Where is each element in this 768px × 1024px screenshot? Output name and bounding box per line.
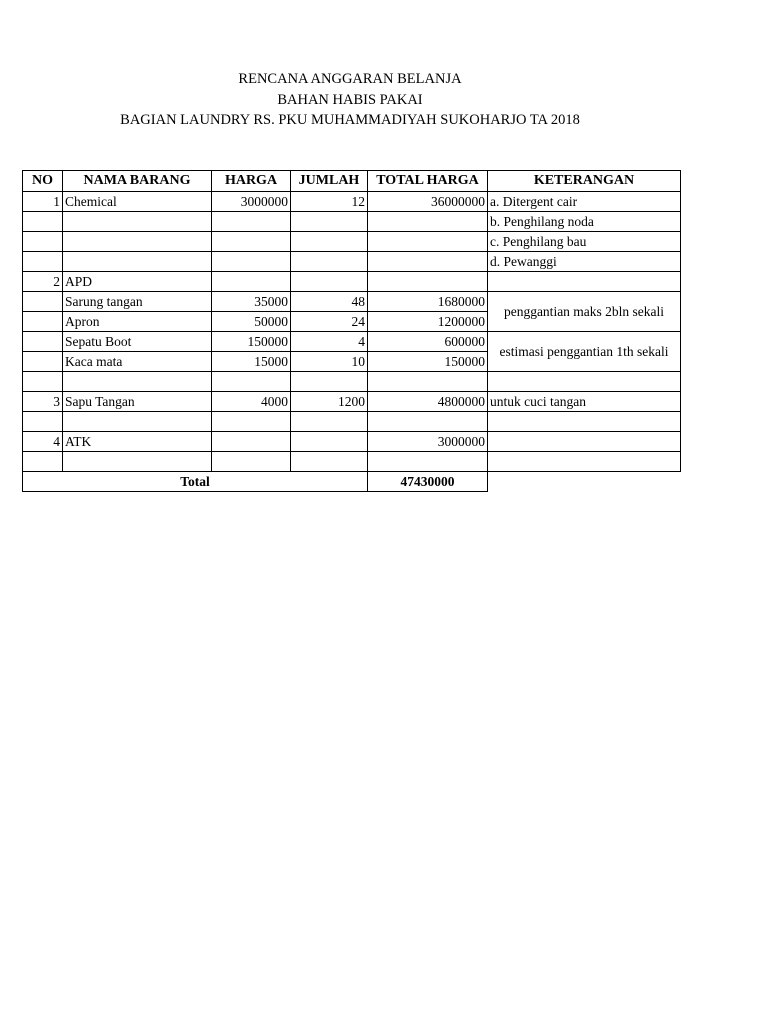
- header-jumlah: JUMLAH: [291, 171, 368, 192]
- cell-harga: 150000: [212, 332, 291, 352]
- cell-keterangan: [488, 472, 681, 492]
- cell-total: 36000000: [368, 192, 488, 212]
- header-keterangan: KETERANGAN: [488, 171, 681, 192]
- table-row: [23, 192, 681, 212]
- document-title: [0, 69, 700, 131]
- cell-keterangan: b. Penghilang noda: [488, 212, 681, 232]
- cell-jumlah: [291, 412, 368, 432]
- cell-keterangan: [488, 372, 681, 392]
- cell-no: [23, 412, 63, 432]
- cell-no: [23, 372, 63, 392]
- table-row: [23, 432, 681, 452]
- cell-total: 150000: [368, 352, 488, 372]
- cell-no: [23, 232, 63, 252]
- title-line-1: RENCANA ANGGARAN BELANJA: [238, 71, 462, 87]
- cell-jumlah: 48: [291, 292, 368, 312]
- cell-keterangan: [488, 272, 681, 292]
- cell-no: 1: [23, 192, 63, 212]
- cell-keterangan-merged: penggantian maks 2bln sekali: [488, 292, 681, 332]
- table-row: [23, 252, 681, 272]
- cell-keterangan: [488, 412, 681, 432]
- cell-total: [368, 252, 488, 272]
- cell-nama: Kaca mata: [63, 352, 212, 372]
- header-total-harga: TOTAL HARGA: [368, 171, 488, 192]
- cell-keterangan: d. Pewanggi: [488, 252, 681, 272]
- cell-jumlah: 12: [291, 192, 368, 212]
- cell-jumlah: [291, 272, 368, 292]
- cell-nama: [63, 212, 212, 232]
- total-row: [23, 472, 681, 492]
- cell-keterangan: c. Penghilang bau: [488, 232, 681, 252]
- cell-nama: ATK: [63, 432, 212, 452]
- cell-total: [368, 232, 488, 252]
- cell-harga: 4000: [212, 392, 291, 412]
- cell-jumlah: [291, 372, 368, 392]
- cell-jumlah: [291, 452, 368, 472]
- cell-harga: [212, 432, 291, 452]
- cell-no: [23, 312, 63, 332]
- cell-harga: [212, 252, 291, 272]
- cell-harga: [212, 212, 291, 232]
- cell-total: 600000: [368, 332, 488, 352]
- budget-table: [22, 170, 681, 492]
- cell-nama: APD: [63, 272, 212, 292]
- cell-nama: [63, 452, 212, 472]
- header-harga: HARGA: [212, 171, 291, 192]
- cell-jumlah: 24: [291, 312, 368, 332]
- cell-no: 4: [23, 432, 63, 452]
- header-row: [23, 171, 681, 192]
- cell-total: [368, 272, 488, 292]
- total-label: Total: [23, 472, 368, 492]
- table-row: [23, 292, 681, 312]
- cell-jumlah: 10: [291, 352, 368, 372]
- cell-total: [368, 212, 488, 232]
- cell-keterangan: [488, 452, 681, 472]
- cell-harga: [212, 272, 291, 292]
- cell-nama: Sarung tangan: [63, 292, 212, 312]
- cell-harga: 3000000: [212, 192, 291, 212]
- table-row: [23, 232, 681, 252]
- cell-nama: Apron: [63, 312, 212, 332]
- title-line-2: BAHAN HABIS PAKAI: [277, 91, 423, 108]
- cell-harga: [212, 372, 291, 392]
- cell-harga: [212, 232, 291, 252]
- cell-nama: Chemical: [63, 192, 212, 212]
- cell-nama: [63, 412, 212, 432]
- cell-total: 1680000: [368, 292, 488, 312]
- cell-no: 3: [23, 392, 63, 412]
- cell-nama: Sapu Tangan: [63, 392, 212, 412]
- cell-no: [23, 252, 63, 272]
- cell-total: [368, 452, 488, 472]
- cell-jumlah: 4: [291, 332, 368, 352]
- cell-no: [23, 452, 63, 472]
- cell-harga: [212, 412, 291, 432]
- table-row: [23, 332, 681, 352]
- cell-harga: 50000: [212, 312, 291, 332]
- table-row: [23, 372, 681, 392]
- title-line-3: BAGIAN LAUNDRY RS. PKU MUHAMMADIYAH SUKOHARJO TA 2018: [120, 112, 580, 128]
- table-row: [23, 272, 681, 292]
- cell-no: [23, 352, 63, 372]
- table-row: [23, 452, 681, 472]
- table-row: [23, 412, 681, 432]
- table-row: [23, 392, 681, 412]
- cell-nama: [63, 252, 212, 272]
- cell-jumlah: [291, 212, 368, 232]
- table-row: [23, 212, 681, 232]
- cell-harga: [212, 452, 291, 472]
- cell-no: [23, 212, 63, 232]
- cell-keterangan: a. Ditergent cair: [488, 192, 681, 212]
- header-no: NO: [23, 171, 63, 192]
- cell-nama: [63, 372, 212, 392]
- cell-jumlah: [291, 232, 368, 252]
- cell-keterangan-merged: estimasi penggantian 1th sekali: [488, 332, 681, 372]
- cell-total: 4800000: [368, 392, 488, 412]
- cell-keterangan: untuk cuci tangan: [488, 392, 681, 412]
- cell-jumlah: 1200: [291, 392, 368, 412]
- cell-no: [23, 292, 63, 312]
- cell-jumlah: [291, 432, 368, 452]
- cell-total: [368, 412, 488, 432]
- cell-nama: Sepatu Boot: [63, 332, 212, 352]
- cell-nama: [63, 232, 212, 252]
- grand-total-value: 47430000: [368, 472, 488, 492]
- cell-no: [23, 332, 63, 352]
- cell-no: 2: [23, 272, 63, 292]
- header-nama-barang: NAMA BARANG: [63, 171, 212, 192]
- cell-total: 1200000: [368, 312, 488, 332]
- cell-total: 3000000: [368, 432, 488, 452]
- cell-harga: 15000: [212, 352, 291, 372]
- cell-keterangan: [488, 432, 681, 452]
- cell-total: [368, 372, 488, 392]
- cell-jumlah: [291, 252, 368, 272]
- cell-harga: 35000: [212, 292, 291, 312]
